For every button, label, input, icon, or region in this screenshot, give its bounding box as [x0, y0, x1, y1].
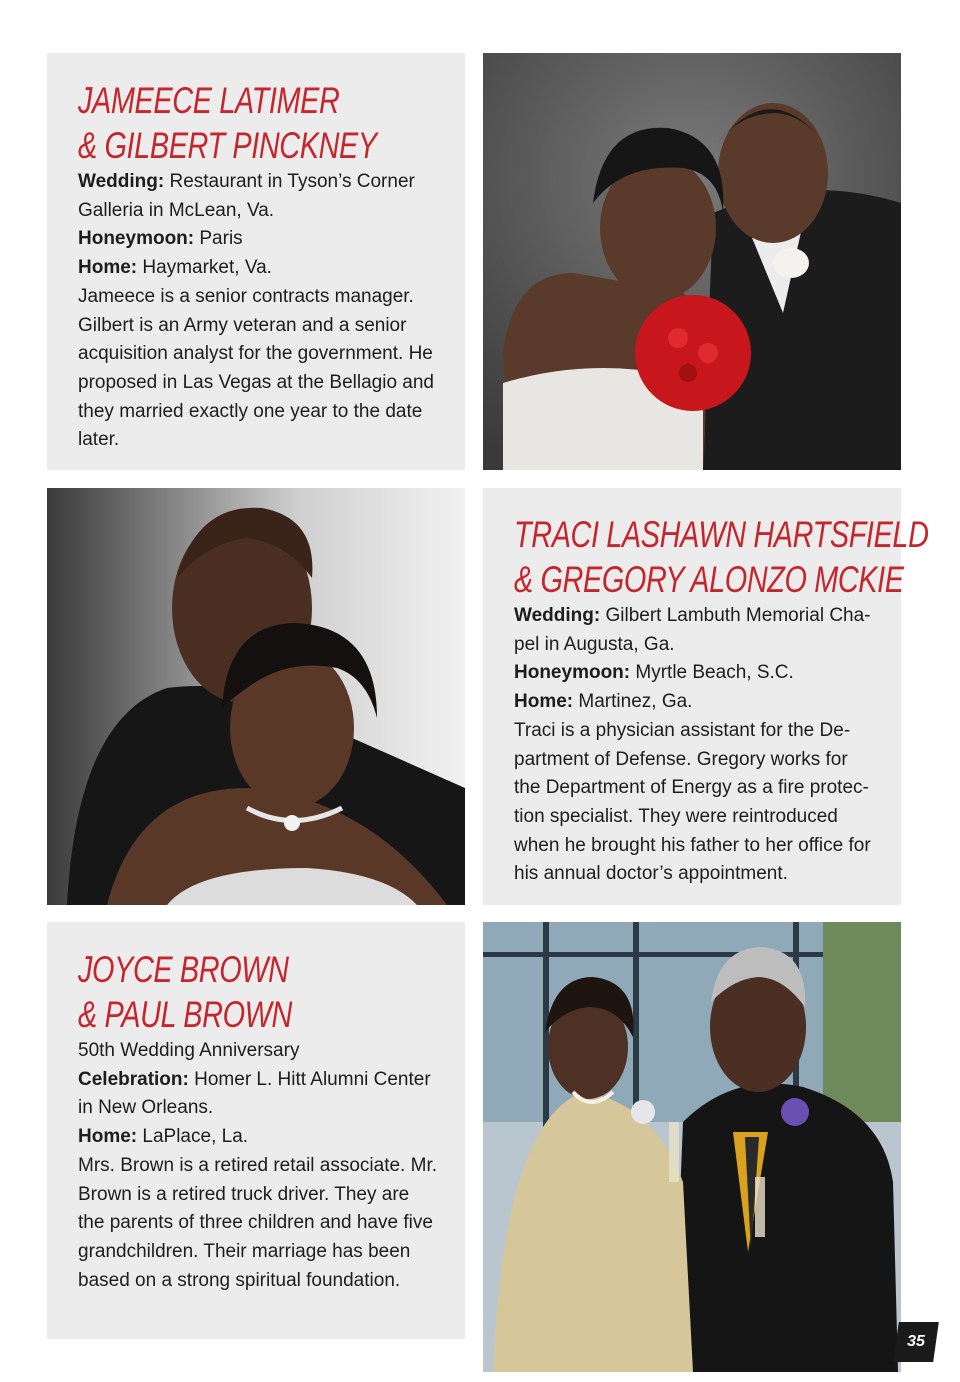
wedding-value: Gilbert Lambuth Memorial Cha-: [600, 605, 871, 626]
story-line: based on a strong spiritual foundation.: [78, 1269, 401, 1291]
home-label: Home:: [78, 1126, 138, 1148]
story-line: they married exactly one year to the date: [78, 400, 423, 422]
wedding-value-cont: Galleria in McLean, Va.: [78, 199, 275, 221]
couple-1-photo: [483, 53, 901, 470]
couple-1-title-line2: & GILBERT PINCKNEY: [78, 125, 377, 166]
home-value: Haymarket, Va.: [137, 257, 272, 279]
wedding-value-cont: pel in Augusta, Ga.: [514, 633, 675, 655]
story-line: acquisition analyst for the government. He: [78, 343, 433, 365]
honeymoon-value: Myrtle Beach, S.C.: [630, 662, 794, 684]
home-value: LaPlace, La.: [137, 1126, 249, 1148]
story-line: Gilbert is an Army veteran and a senior: [78, 314, 407, 336]
story-line: his annual doctor’s appointment.: [514, 863, 788, 885]
couple-3-title-line1: JOYCE BROWN: [78, 949, 289, 990]
couple-1-text: [78, 78, 458, 455]
story-line: when he brought his father to her office for: [514, 834, 871, 856]
couple-2-text: [514, 512, 929, 889]
honeymoon-label: Honeymoon:: [514, 662, 631, 684]
wedding-value: Restaurant in Tyson’s Corner: [164, 171, 415, 192]
home-value: Martinez, Ga.: [573, 691, 693, 713]
page-number: 35: [907, 1333, 925, 1350]
couple-3-photo: [483, 922, 901, 1372]
story-line: grandchildren. Their marriage has been: [78, 1240, 411, 1262]
story-line: tion specialist. They were reintroduced: [514, 805, 838, 827]
couple-2-title-line2: & GREGORY ALONZO MCKIE: [514, 559, 904, 600]
story-line: Jameece is a senior contracts manager.: [78, 285, 414, 307]
couple-3-text: [78, 947, 458, 1295]
honeymoon-value: Paris: [194, 228, 243, 250]
story-line: proposed in Las Vegas at the Bellagio and: [78, 371, 434, 393]
home-label: Home:: [78, 257, 138, 279]
celebration-value: Homer L. Hitt Alumni Center: [188, 1068, 431, 1090]
story-line: Brown is a retired truck driver. They are: [78, 1183, 410, 1205]
story-line: the parents of three children and have five: [78, 1212, 433, 1234]
celebration-value-cont: in New Orleans.: [78, 1097, 214, 1119]
honeymoon-label: Honeymoon:: [78, 228, 195, 250]
couple-3-title-line2: & PAUL BROWN: [78, 994, 292, 1035]
couple-1-title-line1: JAMEECE LATIMER: [78, 80, 340, 121]
story-line: Traci is a physician assistant for the De-: [514, 719, 851, 741]
couple-2-photo: [47, 488, 465, 905]
story-line: later.: [78, 429, 120, 451]
story-line: the Department of Energy as a fire protec-: [514, 777, 869, 799]
wedding-label: Wedding:: [78, 171, 165, 192]
celebration-label: Celebration:: [78, 1068, 189, 1090]
page-number-tab: [893, 1322, 939, 1362]
home-label: Home:: [514, 691, 574, 713]
couple-2-title-line1: TRACI LASHAWN HARTSFIELD: [514, 514, 929, 555]
anniversary-subtitle: 50th Wedding Anniversary: [78, 1040, 300, 1061]
story-line: partment of Defense. Gregory works for: [514, 748, 848, 770]
story-line: Mrs. Brown is a retired retail associate. Mr.: [78, 1154, 437, 1176]
wedding-label: Wedding:: [514, 605, 601, 626]
